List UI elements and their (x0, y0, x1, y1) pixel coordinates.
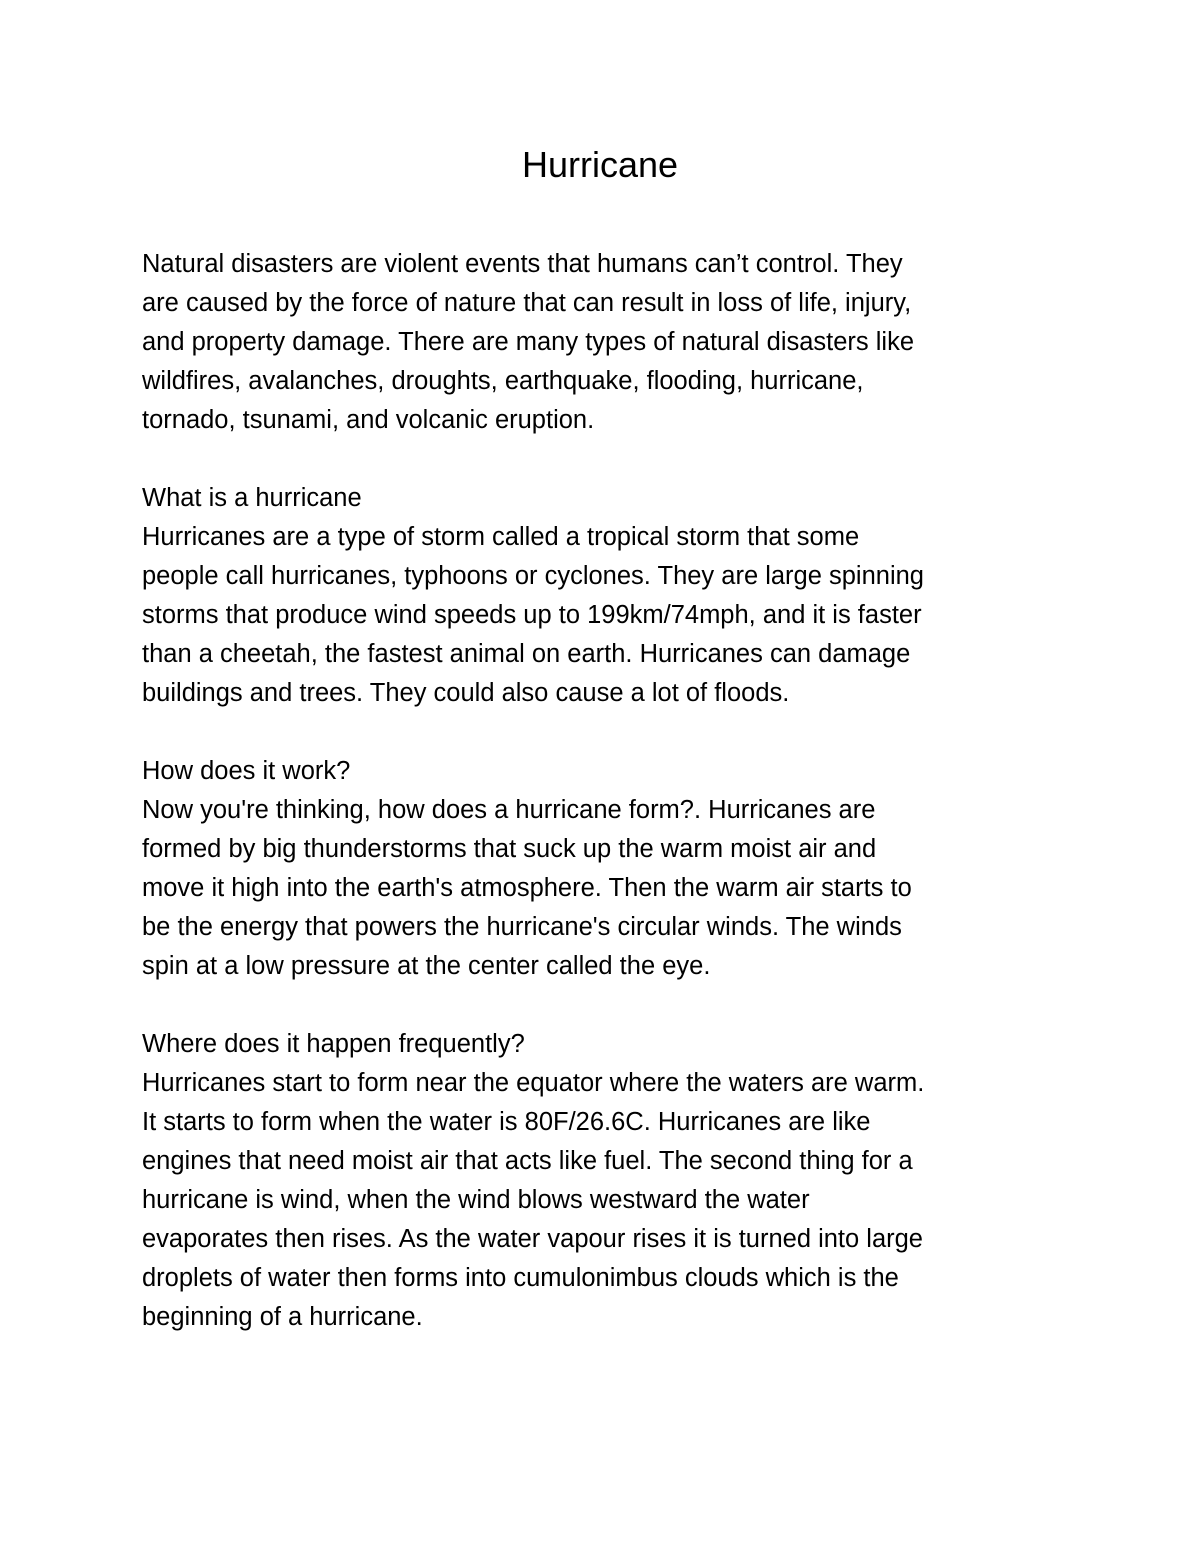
paragraph-line: than a cheetah, the fastest animal on earth. Hurricanes can damage (142, 640, 911, 668)
section-heading: Where does it happen frequently? (142, 1030, 525, 1058)
paragraph-line: spin at a low pressure at the center called the eye. (142, 952, 711, 980)
paragraph-line: wildfires, avalanches, droughts, earthquake, flooding, hurricane, (142, 367, 864, 395)
paragraph-line: be the energy that powers the hurricane's circular winds. The winds (142, 913, 902, 941)
document-title: Hurricane (521, 144, 679, 185)
paragraph-line: and property damage. There are many types of natural disasters like (142, 328, 915, 356)
paragraph-line: evaporates then rises. As the water vapour rises it is turned into large (142, 1225, 923, 1253)
what-is-section (142, 479, 1062, 713)
intro-paragraph (142, 245, 1062, 440)
paragraph-line: buildings and trees. They could also cause a lot of floods. (142, 679, 790, 707)
paragraph-line: Natural disasters are violent events that humans can’t control. They (142, 250, 903, 278)
paragraph-line: formed by big thunderstorms that suck up the warm moist air and (142, 835, 877, 863)
paragraph-line: hurricane is wind, when the wind blows westward the water (142, 1186, 810, 1214)
paragraph-line: Hurricanes are a type of storm called a tropical storm that some (142, 523, 860, 551)
document-body (142, 245, 1062, 1376)
section-heading: What is a hurricane (142, 484, 362, 512)
paragraph-line: storms that produce wind speeds up to 199km/74mph, and it is faster (142, 601, 922, 629)
paragraph-line: people call hurricanes, typhoons or cyclones. They are large spinning (142, 562, 924, 590)
paragraph-line: engines that need moist air that acts like fuel. The second thing for a (142, 1147, 913, 1175)
where-section (142, 1025, 1062, 1337)
paragraph-line: Hurricanes start to form near the equator where the waters are warm. (142, 1069, 925, 1097)
paragraph-line: move it high into the earth's atmosphere. Then the warm air starts to (142, 874, 912, 902)
paragraph-line: tornado, tsunami, and volcanic eruption. (142, 406, 595, 434)
paragraph-line: are caused by the force of nature that can result in loss of life, injury, (142, 289, 912, 317)
how-it-works-section (142, 752, 1062, 986)
paragraph-line: droplets of water then forms into cumulonimbus clouds which is the (142, 1264, 899, 1292)
section-heading: How does it work? (142, 757, 351, 785)
paragraph-line: Now you're thinking, how does a hurricane form?. Hurricanes are (142, 796, 876, 824)
paragraph-line: beginning of a hurricane. (142, 1303, 423, 1331)
paragraph-line: It starts to form when the water is 80F/26.6C. Hurricanes are like (142, 1108, 871, 1136)
